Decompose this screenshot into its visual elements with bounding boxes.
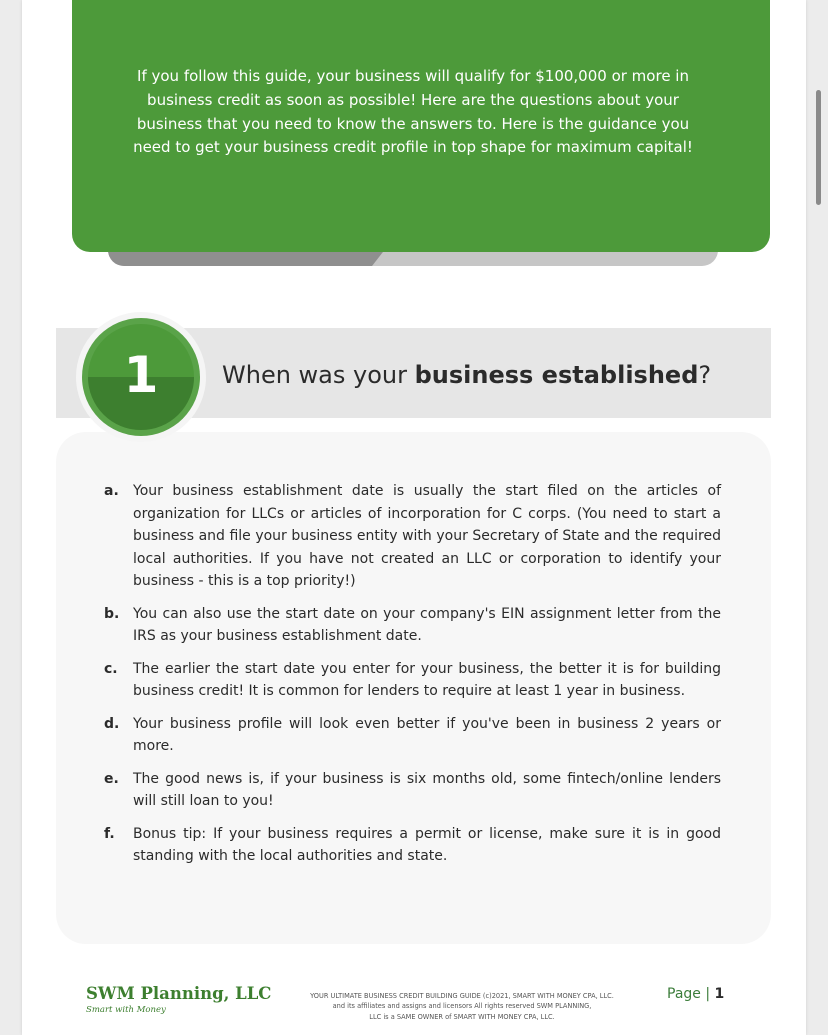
answer-list: [104, 480, 721, 868]
list-marker: e.: [104, 770, 119, 787]
list-item-text: You can also use the start date on your company's EIN assignment letter from the IRS as your business establishment date.: [133, 605, 721, 644]
list-item: [104, 768, 721, 813]
question-title-prefix: When was your: [222, 361, 415, 389]
copyright-line: and its affiliates and assigns and licensors All rights reserved SWM PLANNING,: [332, 1002, 592, 1011]
page-label: Page |: [667, 986, 715, 1002]
list-item-text: Bonus tip: If your business requires a permit or license, make sure it is in good standing with the local authorities and state.: [133, 825, 721, 864]
company-logo: [86, 984, 271, 1016]
list-item-text: Your business establishment date is usually the start filed on the articles of organization for LLCs or articles of incorporation for C corps. (You need to start a business and file your business entity with your Secretary of State and the required local authorities. If you have not created an LLC or corporation to identify your business - this is a top priority!): [133, 483, 721, 589]
list-item: [104, 823, 721, 868]
question-title-bold: business established: [414, 361, 699, 389]
list-item: [104, 658, 721, 703]
list-marker: d.: [104, 715, 120, 732]
scrollbar[interactable]: [816, 90, 822, 205]
question-number: 1: [123, 346, 159, 404]
page-number: [667, 985, 724, 1003]
list-item-text: Your business profile will look even better if you've been in business 2 years or more.: [133, 715, 721, 754]
logo-name: SWM Planning, LLC: [86, 984, 272, 1003]
page-number-value: 1: [714, 986, 725, 1002]
list-item: [104, 713, 721, 758]
copyright-line: YOUR ULTIMATE BUSINESS CREDIT BUILDING GUIDE (c)2021, SMART WITH MONEY CPA, LLC.: [310, 992, 614, 1000]
logo-tagline: Smart with Money: [86, 1005, 166, 1015]
list-item: [104, 603, 721, 648]
copyright-notice: [268, 991, 656, 1022]
list-marker: b.: [104, 605, 120, 622]
question-title-suffix: ?: [698, 361, 712, 389]
list-marker: f.: [104, 825, 115, 842]
list-item: [104, 480, 721, 593]
list-item-text: The earlier the start date you enter for your business, the better it is for building business credit! It is common for lenders to require at least 1 year in business.: [133, 660, 721, 699]
scrollbar-thumb[interactable]: [816, 90, 821, 205]
copyright-line: LLC is a SAME OWNER of SMART WITH MONEY CPA, LLC.: [369, 1012, 555, 1021]
question-title: [222, 358, 711, 392]
list-item-text: The good news is, if your business is six months old, some fintech/online lenders will still loan to you!: [133, 770, 721, 809]
list-marker: a.: [104, 483, 119, 499]
intro-text: If you follow this guide, your business will qualify for $100,000 or more in business credit as soon as possible! Here are the questions about your business that you need to know the answers to. Here is the guidance you need to get your business credit profile in top shape for maximum capital!: [133, 67, 693, 157]
list-marker: c.: [104, 660, 118, 677]
